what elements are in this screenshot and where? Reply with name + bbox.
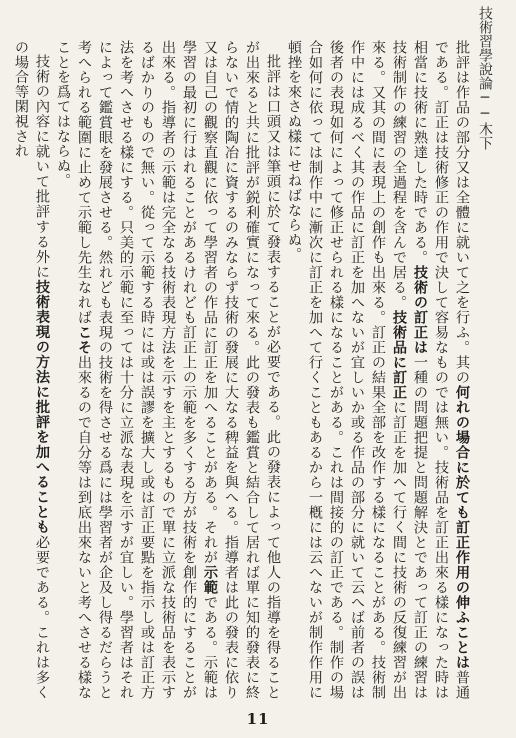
p1-bold-1: 何れの場合に於ても訂正作用の伸ふことは <box>454 385 470 671</box>
page-number: 11 <box>246 710 270 728</box>
p2-bold-1: 示範 <box>202 565 218 596</box>
p2-seg-2: である。示範は學習の最初に行はれることがあるけれども訂正上の示範を多くする方が技術を創作的にすることが出來る。指導者の示範は完全なる技術表現方法を示すを主とするもので單に立派な技術品を表示するばかりのもので無い。從って示範する時には或は誤謬を擴大し或は訂正要點を指示し或は訂正方法を考へさせる樣にする。只美的示範に至っては十分に立派な表現を示すが宜しい。學習者はそれによって鑑賞眼を發展させる。然れども表現の技術を得させる爲には學習者が企及し得るだらうと考へられる範圍に止めて示範し先生なれば <box>76 40 218 700</box>
p1-seg-1: 批評は作品の部分又は全體に就いて之を行ふ。其の <box>454 40 470 386</box>
paragraph-2 <box>52 40 283 700</box>
p2-seg-1: 批評は口頭又は筆頭に於て發表することが必要である。此の發表によって他人の指導を得ることが出來ると共に批評が鋭利確實になって來る。此の發表も鑑賞と結合して居れば單に知的發表に終らないで情的陶冶に資するのみならず技術の發展に大なる稗益を與へる。指導者は此の發表に依り又は自己の觀察直觀に依って學習者の作品に訂正を加へることがある。それが <box>202 40 281 700</box>
p1-bold-3: 技術品に訂正 <box>391 310 407 401</box>
p1-seg-2: 普通である。訂正は技術修正の作用で決して容易なものでは無い。技術品を訂正出來る樣になった時は相當に技術に熟達した時である。 <box>412 40 470 701</box>
p3-bold-1: 技術表現の方法に批評を加へることも <box>34 279 50 535</box>
p3-seg-1: 技術の內容に就いて批評する外に <box>34 54 50 280</box>
paragraph-3 <box>10 40 52 700</box>
p1-bold-2: 技術の訂正は <box>412 265 428 356</box>
p2-seg-3: 出來るので自分等は到底出來ないと考へさせる樣なことを爲てはならぬ。 <box>55 40 92 701</box>
p1-seg-4: に訂正を加へて行く間に技術の反復練習が出來る。又其の間に表現上の創作も出來る。訂正の結果全部を改作する樣になることがある。技術制作中には成るべく其の作品に訂正を加へないが宜しいか或る作品の部分に就いて云へば前者の誤は後者の表現如何によって修正せられる樣になることがある。これは間接的の訂正である。制作の場合如何に依っては制作中に漸次に訂正を加へて行くこともあるから一槪には云へないが制作作用に頓挫を來さぬ樣にせねばならぬ。 <box>286 40 407 700</box>
running-header: 技術習學說論──木下 <box>477 6 493 150</box>
p1-seg-3: 一種の問題把提と問題解決とであって訂正の練習は技術制作の練習の全過程を含んで居る。 <box>391 40 428 701</box>
paragraph-1 <box>283 40 472 700</box>
p3-seg-2: 必要である。これは多くの場合等閑視され <box>13 40 50 700</box>
p2-bold-2: こそ <box>76 325 92 356</box>
main-text <box>13 40 472 701</box>
